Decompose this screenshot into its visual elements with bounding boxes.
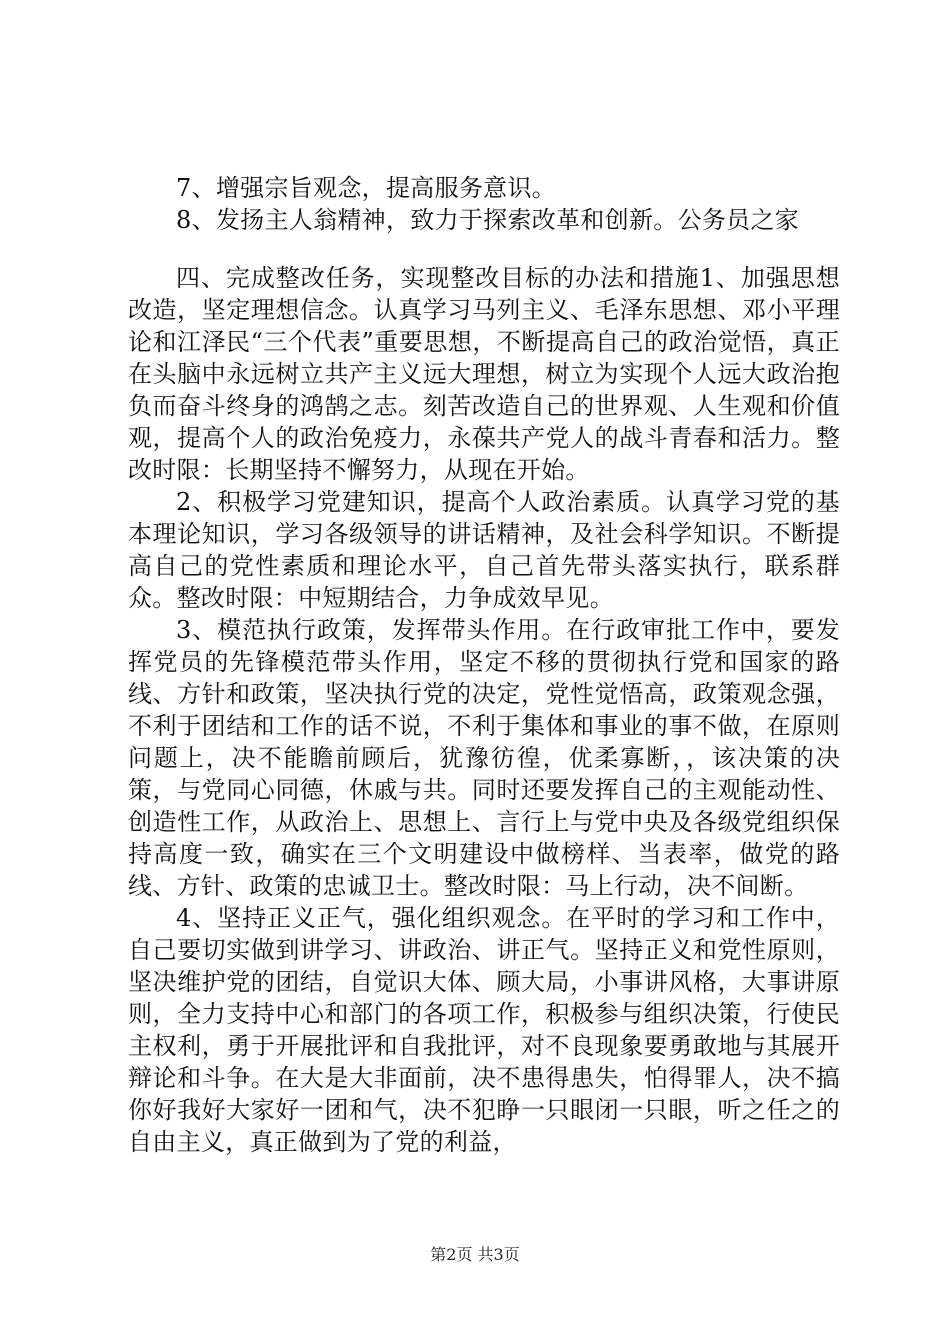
measure-3-paragraph: 3、模范执行政策，发挥带头作用。在行政审批工作中，要发挥党员的先锋模范带头作用，坚定不移的贯彻执行党和国家的路线、方针和政策，坚决执行党的决定，党性觉悟高，政策观念强，不利于团结和工作的话不说，不利于集体和事业的事不做，在原则问题上，决不能瞻前顾后，犹豫彷徨，优柔寡断，，该决策的决策，与党同心同德，休戚与共。同时还要发挥自己的主观能动性、创造性工作，从政治上、思想上、言行上与党中央及各级党组织保持高度一致，确实在三个文明建设中做榜样、当表率，做党的路线、方针、政策的忠诚卫士。整改时限：马上行动，决不间断。 (128, 616, 840, 900)
list-item-8: 8、发扬主人翁精神，致力于探索改革和创新。公务员之家 (176, 206, 800, 234)
section-four-paragraph: 四、完成整改任务，实现整改目标的办法和措施1、加强思想改造，坚定理想信念。认真学习马列主义、毛泽东思想、邓小平理论和江泽民“三个代表”重要思想，不断提高自己的政治觉悟，真正在头脑中永远树立共产主义远大理想，树立为实现个人远大政治抱负而奋斗终身的鸿鹄之志。刻苦改造自己的世界观、人生观和价值观，提高个人的政治免疫力，永葆共产党人的战斗青春和活力。整改时限：长期坚持不懈努力，从现在开始。 (128, 264, 840, 484)
measure-2-paragraph: 2、积极学习党建知识，提高个人政治素质。认真学习党的基本理论知识，学习各级领导的讲话精神，及社会科学知识。不断提高自己的党性素质和理论水平，自己首先带头落实执行，联系群众。整改时限：中短期结合，力争成效早见。 (128, 488, 840, 612)
list-item-7: 7、增强宗旨观念，提高服务意识。 (176, 174, 557, 202)
page-footer: 第2页 共3页 (430, 1245, 520, 1264)
main-text-block (128, 262, 840, 1158)
list-block (128, 172, 840, 236)
measure-4-paragraph: 4、坚持正义正气，强化组织观念。在平时的学习和工作中，自己要切实做到讲学习、讲政治、讲正气。坚持正义和党性原则，坚决维护党的团结，自觉识大体、顾大局，小事讲风格，大事讲原则，全力支持中心和部门的各项工作，积极参与组织决策，行使民主权利，勇于开展批评和自我批评，对不良现象要勇敢地与其展开辩论和斗争。在大是大非面前，决不患得患失，怕得罪人，决不搞你好我好大家好一团和气，决不犯睁一只眼闭一只眼，听之任之的自由主义，真正做到为了党的利益， (128, 904, 840, 1156)
